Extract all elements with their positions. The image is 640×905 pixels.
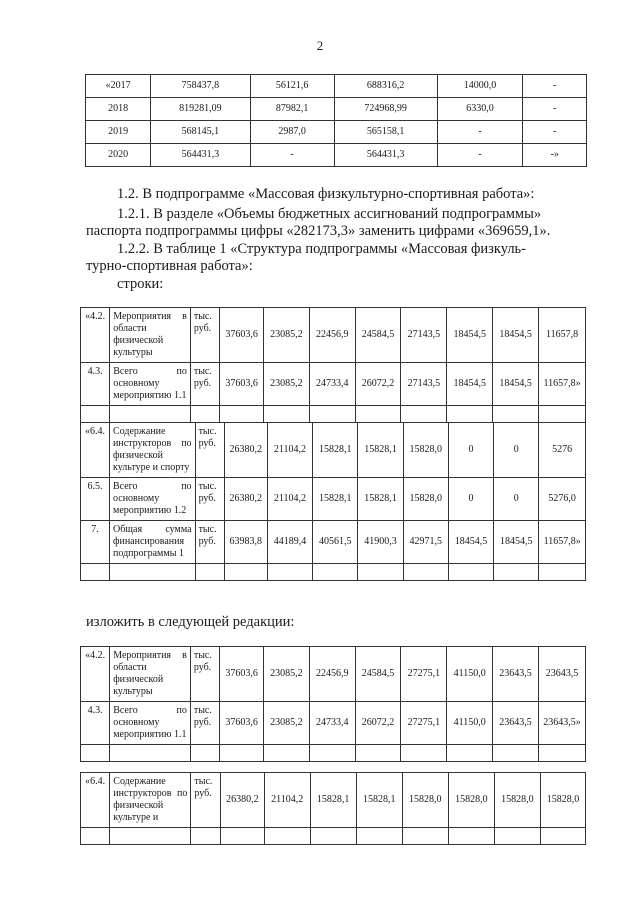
spacer-row (81, 406, 586, 423)
value-cell: 18454,5 (493, 308, 539, 363)
empty-cell (81, 745, 110, 762)
value-cell: 40561,5 (313, 521, 358, 564)
amount-cell: 564431,3 (334, 144, 437, 167)
spacer-row (81, 745, 586, 762)
row-number-cell: «4.2. (81, 308, 110, 363)
value-cell: 22456,9 (309, 308, 355, 363)
empty-cell (448, 564, 493, 581)
amount-cell: 6330,0 (437, 98, 523, 121)
amount-cell: 568145,1 (151, 121, 250, 144)
value-cell: 23085,2 (263, 363, 309, 406)
unit-cell: тыс. руб. (190, 308, 219, 363)
row-label-cell: Всего по основному мероприятию 1.1 (110, 702, 191, 745)
value-cell: 26072,2 (355, 702, 401, 745)
new-rows-4-table (80, 646, 586, 762)
amount-cell: 564431,3 (151, 144, 250, 167)
value-cell: 41150,0 (447, 702, 493, 745)
empty-cell (220, 828, 264, 845)
value-cell: 42971,5 (403, 521, 448, 564)
funding-by-year-table (85, 74, 587, 167)
row-number-cell: 6.5. (81, 478, 110, 521)
empty-cell (195, 564, 224, 581)
row-label-cell: Содержание инструкторов по физической культуре и спорту (110, 423, 196, 478)
unit-cell: тыс. руб. (190, 647, 219, 702)
amount-cell: - (250, 144, 334, 167)
table-row (81, 478, 586, 521)
spacer-row (81, 564, 586, 581)
empty-cell (401, 745, 447, 762)
value-cell: 15828,0 (402, 773, 448, 828)
unit-cell: тыс. руб. (190, 702, 219, 745)
value-cell: 15828,1 (358, 478, 403, 521)
value-cell: 27143,5 (401, 363, 447, 406)
value-cell: 21104,2 (264, 773, 310, 828)
unit-cell: тыс. руб. (191, 773, 221, 828)
row-number-cell: 7. (81, 521, 110, 564)
amount-cell: 565158,1 (334, 121, 437, 144)
value-cell: 44189,4 (267, 521, 312, 564)
empty-cell (191, 828, 221, 845)
value-cell: 18454,5 (494, 521, 539, 564)
table-row (81, 423, 586, 478)
row-number-cell: «4.2. (81, 647, 110, 702)
value-cell: 15828,0 (403, 423, 448, 478)
empty-cell (494, 828, 540, 845)
amount-cell: - (523, 98, 587, 121)
value-cell: 15828,0 (403, 478, 448, 521)
empty-cell (447, 745, 493, 762)
value-cell: 23643,5 (538, 647, 585, 702)
old-rows-6-table (80, 422, 586, 581)
value-cell: 15828,1 (313, 478, 358, 521)
empty-cell (190, 406, 219, 423)
value-cell: 27275,1 (401, 702, 447, 745)
table-row (81, 702, 586, 745)
value-cell: 26380,2 (224, 423, 267, 478)
empty-cell (309, 406, 355, 423)
empty-cell (220, 406, 264, 423)
amount-cell: 56121,6 (250, 75, 334, 98)
value-cell: 37603,6 (220, 702, 264, 745)
value-cell: 23085,2 (263, 308, 309, 363)
value-cell: 23643,5 (493, 647, 539, 702)
page-number: 2 (316, 38, 324, 53)
value-cell: 21104,2 (267, 423, 312, 478)
value-cell: 11657,8» (539, 363, 586, 406)
value-cell: 27143,5 (401, 308, 447, 363)
value-cell: 24584,5 (355, 308, 401, 363)
empty-cell (403, 564, 448, 581)
empty-cell (309, 745, 355, 762)
row-number-cell: «6.4. (81, 773, 110, 828)
item-1-2-2-cont: турно-спортивная работа»: (86, 258, 253, 274)
empty-cell (81, 828, 110, 845)
empty-cell (447, 406, 493, 423)
empty-cell (224, 564, 267, 581)
value-cell: 18454,5 (448, 521, 493, 564)
new-rows-6-table (80, 772, 586, 845)
table-row (81, 647, 586, 702)
amount-cell: - (523, 75, 587, 98)
row-label-cell: Содержание инструкторов по физической культуре и (110, 773, 191, 828)
new-edition-label: изложить в следующей редакции: (86, 614, 295, 630)
value-cell: 37603,6 (220, 647, 264, 702)
value-cell: 0 (494, 478, 539, 521)
empty-cell (356, 828, 402, 845)
empty-cell (110, 406, 191, 423)
empty-cell (81, 564, 110, 581)
rows-label: строки: (117, 276, 164, 292)
table-row (86, 144, 587, 167)
value-cell: 24733,4 (309, 702, 355, 745)
unit-cell: тыс. руб. (190, 363, 219, 406)
row-label-cell: Всего по основному мероприятию 1.1 (110, 363, 191, 406)
amount-cell: -» (523, 144, 587, 167)
empty-cell (402, 828, 448, 845)
value-cell: 23643,5» (538, 702, 585, 745)
value-cell: 23085,2 (263, 647, 309, 702)
value-cell: 22456,9 (309, 647, 355, 702)
empty-cell (190, 745, 219, 762)
empty-cell (313, 564, 358, 581)
year-cell: 2019 (86, 121, 151, 144)
row-number-cell: 4.3. (81, 363, 110, 406)
empty-cell (358, 564, 403, 581)
amount-cell: 758437,8 (151, 75, 250, 98)
table-row (81, 773, 586, 828)
year-cell: 2018 (86, 98, 151, 121)
value-cell: 24584,5 (355, 647, 401, 702)
unit-cell: тыс. руб. (195, 521, 224, 564)
value-cell: 15828,1 (313, 423, 358, 478)
empty-cell (263, 406, 309, 423)
amount-cell: 688316,2 (334, 75, 437, 98)
item-1-2-1-cont: паспорта подпрограммы цифры «282173,3» заменить цифрами «369659,1». (86, 223, 551, 239)
value-cell: 63983,8 (224, 521, 267, 564)
empty-cell (494, 564, 539, 581)
empty-cell (539, 406, 586, 423)
old-rows-4-table (80, 307, 586, 423)
row-label-cell: Мероприятия в области физической культуры (110, 647, 191, 702)
empty-cell (267, 564, 312, 581)
amount-cell: 724968,99 (334, 98, 437, 121)
table-row (81, 363, 586, 406)
empty-cell (110, 564, 196, 581)
value-cell: 11657,8» (539, 521, 586, 564)
table-row (81, 308, 586, 363)
value-cell: 37603,6 (220, 308, 264, 363)
value-cell: 0 (448, 478, 493, 521)
unit-cell: тыс. руб. (195, 423, 224, 478)
year-cell: 2020 (86, 144, 151, 167)
spacer-row (81, 828, 586, 845)
table-row (86, 98, 587, 121)
value-cell: 0 (494, 423, 539, 478)
value-cell: 41150,0 (447, 647, 493, 702)
value-cell: 15828,0 (540, 773, 585, 828)
row-number-cell: 4.3. (81, 702, 110, 745)
empty-cell (401, 406, 447, 423)
empty-cell (263, 745, 309, 762)
item-1-2-1: 1.2.1. В разделе «Объемы бюджетных ассигнований подпрограммы» (117, 206, 542, 222)
row-label-cell: Общая сумма финансирования подпрограммы 1 (110, 521, 196, 564)
item-1-2-2: 1.2.2. В таблице 1 «Структура подпрограммы «Массовая физкуль- (117, 241, 526, 257)
value-cell: 18454,5 (447, 363, 493, 406)
value-cell: 15828,0 (448, 773, 494, 828)
value-cell: 18454,5 (493, 363, 539, 406)
value-cell: 5276 (539, 423, 586, 478)
value-cell: 18454,5 (447, 308, 493, 363)
table-row (86, 121, 587, 144)
empty-cell (81, 406, 110, 423)
year-cell: «2017 (86, 75, 151, 98)
empty-cell (540, 828, 585, 845)
amount-cell: 819281,09 (151, 98, 250, 121)
value-cell: 23643,5 (493, 702, 539, 745)
empty-cell (493, 745, 539, 762)
empty-cell (355, 406, 401, 423)
empty-cell (264, 828, 310, 845)
row-label-cell: Всего по основному мероприятию 1.2 (110, 478, 196, 521)
value-cell: 15828,1 (310, 773, 356, 828)
amount-cell: 14000,0 (437, 75, 523, 98)
table-row (81, 521, 586, 564)
value-cell: 41900,3 (358, 521, 403, 564)
value-cell: 26380,2 (224, 478, 267, 521)
value-cell: 26072,2 (355, 363, 401, 406)
value-cell: 15828,1 (358, 423, 403, 478)
empty-cell (310, 828, 356, 845)
empty-cell (448, 828, 494, 845)
value-cell: 37603,6 (220, 363, 264, 406)
amount-cell: - (437, 121, 523, 144)
value-cell: 23085,2 (263, 702, 309, 745)
amount-cell: 2987,0 (250, 121, 334, 144)
empty-cell (110, 745, 191, 762)
empty-cell (539, 564, 586, 581)
empty-cell (220, 745, 264, 762)
value-cell: 21104,2 (267, 478, 312, 521)
value-cell: 15828,0 (494, 773, 540, 828)
empty-cell (538, 745, 585, 762)
empty-cell (355, 745, 401, 762)
value-cell: 5276,0 (539, 478, 586, 521)
value-cell: 26380,2 (220, 773, 264, 828)
item-1-2: 1.2. В подпрограмме «Массовая физкультурно-спортивная работа»: (117, 186, 535, 202)
value-cell: 11657,8 (539, 308, 586, 363)
unit-cell: тыс. руб. (195, 478, 224, 521)
empty-cell (110, 828, 191, 845)
table-row (86, 75, 587, 98)
value-cell: 0 (448, 423, 493, 478)
amount-cell: - (437, 144, 523, 167)
row-label-cell: Мероприятия в области физической культуры (110, 308, 191, 363)
amount-cell: - (523, 121, 587, 144)
value-cell: 27275,1 (401, 647, 447, 702)
value-cell: 15828,1 (356, 773, 402, 828)
row-number-cell: «6.4. (81, 423, 110, 478)
empty-cell (493, 406, 539, 423)
value-cell: 24733,4 (309, 363, 355, 406)
amount-cell: 87982,1 (250, 98, 334, 121)
